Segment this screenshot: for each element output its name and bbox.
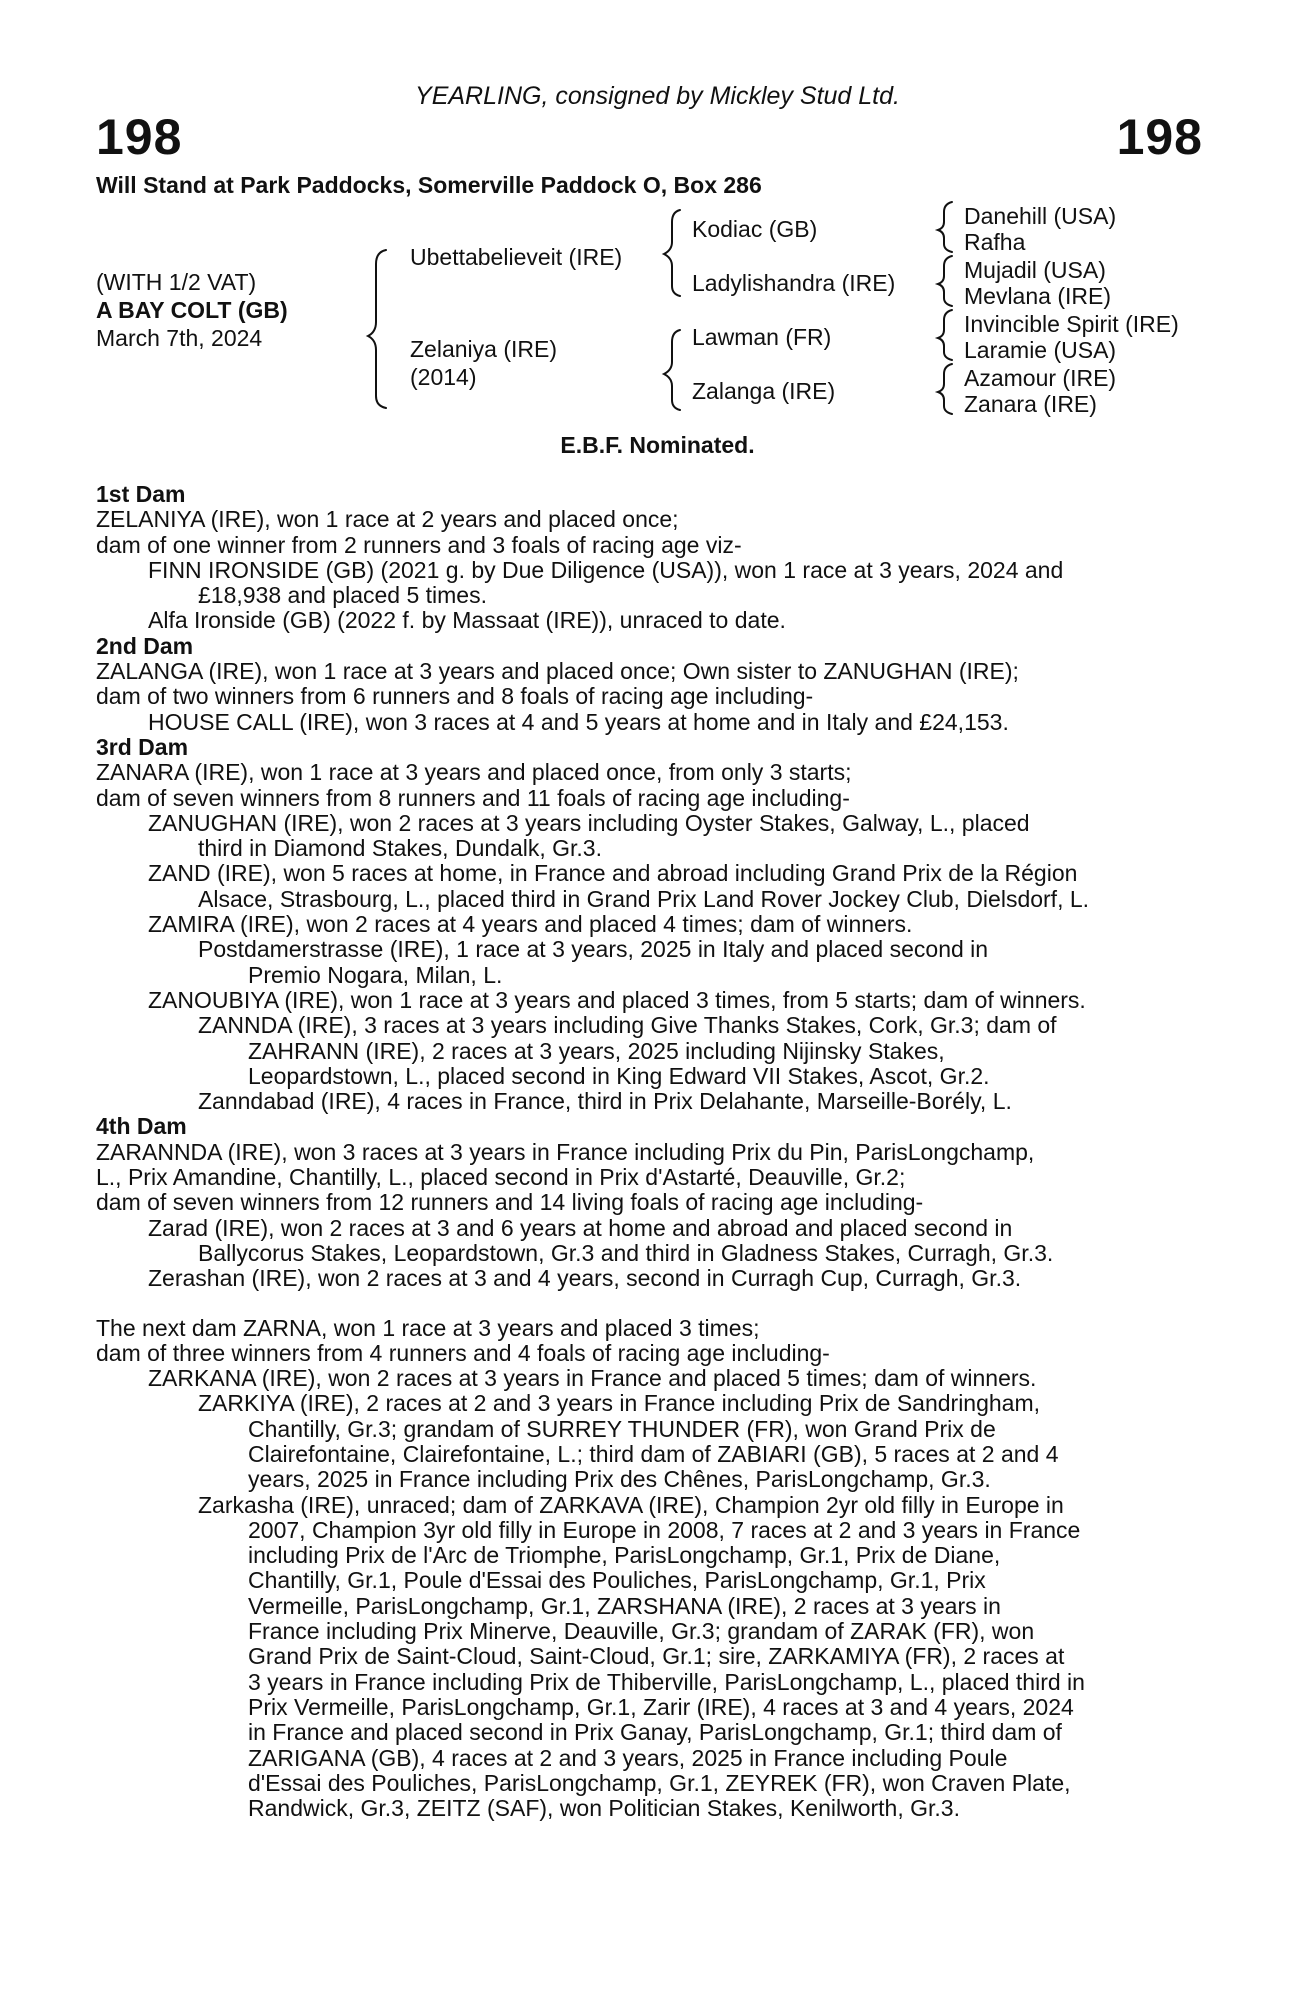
section-title: 3rd Dam [96, 733, 189, 760]
record-line: Ballycorus Stakes, Leopardstown, Gr.3 and third in Gladness Stakes, Curragh, Gr.3. [198, 1239, 1054, 1266]
bracket-dam [664, 330, 680, 410]
record-line: Randwick, Gr.3, ZEITZ (SAF), won Politician Stakes, Kenilworth, Gr.3. [248, 1795, 960, 1822]
record-line: third in Diamond Stakes, Dundalk, Gr.3. [198, 835, 602, 862]
record-line: d'Essai des Pouliches, ParisLongchamp, Gr.1, ZEYREK (FR), won Craven Plate, [248, 1769, 1071, 1796]
record-line: ZANUGHAN (IRE), won 2 races at 3 years including Oyster Stakes, Galway, L., placed [148, 809, 1030, 836]
record-line: ZARANNDA (IRE), won 3 races at 3 years in France including Prix du Pin, ParisLongchamp, [96, 1138, 1035, 1165]
record-line: in France and placed second in Prix Ganay, ParisLongchamp, Gr.1; third dam of [248, 1719, 1062, 1746]
record-line: £18,938 and placed 5 times. [198, 582, 487, 609]
record-line: FINN IRONSIDE (GB) (2021 g. by Due Diligence (USA)), won 1 race at 3 years, 2024 and [148, 556, 1064, 583]
pedigree-dam-sire: Lawman (FR) [692, 324, 832, 350]
pedigree-dam-dam: Zalanga (IRE) [692, 378, 836, 404]
record-line: Alsace, Strasbourg, L., placed third in Grand Prix Land Rover Jockey Club, Dielsdorf, L. [198, 885, 1090, 912]
stand-location: Will Stand at Park Paddocks, Somerville Paddock O, Box 286 [96, 172, 762, 198]
section-title: 4th Dam [96, 1113, 187, 1140]
record-line: ZARKANA (IRE), won 2 races at 3 years in France and placed 5 times; dam of winners. [148, 1365, 1037, 1392]
record-line: Vermeille, ParisLongchamp, Gr.1, ZARSHANA (IRE), 2 races at 3 years in [248, 1592, 1001, 1619]
vat-note: (WITH 1/2 VAT) [96, 269, 257, 295]
pedigree-sire-sire: Kodiac (GB) [692, 216, 818, 242]
record-line: Zarad (IRE), won 2 races at 3 and 6 years at home and abroad and placed second in [148, 1214, 1013, 1241]
record-line: years, 2025 in France including Prix des Chênes, ParisLongchamp, Gr.3. [248, 1466, 991, 1493]
pedigree-dam-year: (2014) [410, 364, 477, 390]
record-line: dam of three winners from 4 runners and 4 foals of racing age including- [96, 1339, 830, 1366]
pedigree-g7: Azamour (IRE) [964, 365, 1117, 391]
section-1st-dam [96, 482, 1204, 634]
section-title: 1st Dam [96, 481, 186, 507]
pedigree-g4: Mevlana (IRE) [964, 283, 1111, 309]
record-line: including Prix de l'Arc de Triomphe, ParisLongchamp, Gr.1, Prix de Diane, [248, 1542, 1001, 1569]
record-line: dam of seven winners from 12 runners and 14 living foals of racing age including- [96, 1189, 924, 1216]
pedigree-g3: Mujadil (USA) [964, 257, 1106, 283]
horse-name: A BAY COLT (GB) [96, 297, 288, 323]
record-line: ZELANIYA (IRE), won 1 race at 2 years and placed once; [96, 506, 679, 533]
record-line: Chantilly, Gr.1, Poule d'Essai des Pouliches, ParisLongchamp, Gr.1, Prix [248, 1567, 986, 1594]
produce-record [96, 482, 1204, 1821]
record-line: ZANNDA (IRE), 3 races at 3 years including Give Thanks Stakes, Cork, Gr.3; dam of [198, 1012, 1057, 1039]
section-title: 2nd Dam [96, 632, 194, 659]
pedigree-g5: Invincible Spirit (IRE) [964, 311, 1179, 337]
record-line: ZAND (IRE), won 5 races at home, in France and abroad including Grand Prix de la Région [148, 860, 1078, 887]
record-line: Chantilly, Gr.3; grandam of SURREY THUNDER (FR), won Grand Prix de [248, 1415, 996, 1442]
bracket-gen1 [368, 250, 386, 408]
record-line: Leopardstown, L., placed second in King Edward VII Stakes, Ascot, Gr.2. [248, 1062, 990, 1089]
record-line: Zerashan (IRE), won 2 races at 3 and 4 years, second in Curragh Cup, Curragh, Gr.3. [148, 1265, 1022, 1292]
record-line: dam of two winners from 6 runners and 8 foals of racing age including- [96, 683, 814, 710]
record-line: Clairefontaine, Clairefontaine, L.; third dam of ZABIARI (GB), 5 races at 2 and 4 [248, 1440, 1059, 1467]
record-line: ZANARA (IRE), won 1 race at 3 years and placed once, from only 3 starts; [96, 759, 852, 786]
bracket-g2 [938, 256, 952, 306]
pedigree-g1: Danehill (USA) [964, 203, 1117, 229]
section-next-dam [96, 1292, 1204, 1822]
record-line: The next dam ZARNA, won 1 race at 3 years and placed 3 times; [96, 1314, 760, 1341]
ebf-note: E.B.F. Nominated. [560, 432, 755, 458]
record-line: ZAHRANN (IRE), 2 races at 3 years, 2025 including Nijinsky Stakes, [248, 1037, 945, 1064]
bracket-g4 [938, 364, 952, 414]
record-line: Postdamerstrasse (IRE), 1 race at 3 years, 2025 in Italy and placed second in [198, 936, 989, 963]
record-line: 2007, Champion 3yr old filly in Europe in 2008, 7 races at 2 and 3 years in France [248, 1516, 1081, 1543]
section-4th-dam [96, 1114, 1204, 1291]
record-line: ZALANGA (IRE), won 1 race at 3 years and placed once; Own sister to ZANUGHAN (IRE); [96, 658, 1019, 685]
record-line: Zarkasha (IRE), unraced; dam of ZARKAVA (IRE), Champion 2yr old filly in Europe in [198, 1491, 1064, 1518]
record-line: Zanndabad (IRE), 4 races in France, third in Prix Delahante, Marseille-Borély, L. [198, 1088, 1012, 1115]
section-3rd-dam [96, 735, 1204, 1114]
record-line: 3 years in France including Prix de Thiberville, ParisLongchamp, L., placed third in [248, 1668, 1085, 1695]
pedigree-g8: Zanara (IRE) [964, 391, 1097, 417]
consignment-line: YEARLING, consigned by Mickley Stud Ltd. [415, 82, 900, 110]
record-line: Alfa Ironside (GB) (2022 f. by Massaat (IRE)), unraced to date. [148, 607, 786, 634]
foaling-date: March 7th, 2024 [96, 325, 263, 351]
record-line: Prix Vermeille, ParisLongchamp, Gr.1, Zarir (IRE), 4 races at 3 and 4 years, 2024 [248, 1693, 1074, 1720]
record-line: dam of seven winners from 8 runners and 11 foals of racing age including- [96, 784, 850, 811]
record-line: ZARIGANA (GB), 4 races at 2 and 3 years, 2025 in France including Poule [248, 1744, 1008, 1771]
record-line: Grand Prix de Saint-Cloud, Saint-Cloud, Gr.1; sire, ZARKAMIYA (FR), 2 races at [248, 1643, 1065, 1670]
section-2nd-dam [96, 634, 1204, 735]
lot-number-left: 198 [96, 109, 183, 165]
record-line: Premio Nogara, Milan, L. [248, 961, 503, 988]
lot-number-right: 198 [1116, 109, 1203, 165]
record-line: dam of one winner from 2 runners and 3 foals of racing age viz- [96, 531, 742, 558]
bracket-g3 [938, 310, 952, 360]
pedigree-g6: Laramie (USA) [964, 337, 1117, 363]
bracket-g1 [938, 202, 952, 252]
record-line: ZAMIRA (IRE), won 2 races at 4 years and placed 4 times; dam of winners. [148, 911, 913, 938]
pedigree-sire-dam: Ladylishandra (IRE) [692, 270, 896, 296]
record-line: L., Prix Amandine, Chantilly, L., placed second in Prix d'Astarté, Deauville, Gr.2; [96, 1164, 906, 1191]
record-line: HOUSE CALL (IRE), won 3 races at 4 and 5 years at home and in Italy and £24,153. [148, 708, 1009, 735]
record-line: ZANOUBIYA (IRE), won 1 race at 3 years and placed 3 times, from 5 starts; dam of winners. [148, 986, 1086, 1013]
pedigree-dam: Zelaniya (IRE) [410, 336, 557, 362]
pedigree-g2: Rafha [964, 229, 1026, 255]
bracket-sire [664, 210, 680, 296]
record-line: ZARKIYA (IRE), 2 races at 2 and 3 years in France including Prix de Sandringham, [198, 1390, 1041, 1417]
record-line: France including Prix Minerve, Deauville, Gr.3; grandam of ZARAK (FR), won [248, 1618, 1035, 1645]
pedigree-sire: Ubettabelieveit (IRE) [410, 244, 623, 270]
pedigree-brackets [0, 0, 1315, 430]
